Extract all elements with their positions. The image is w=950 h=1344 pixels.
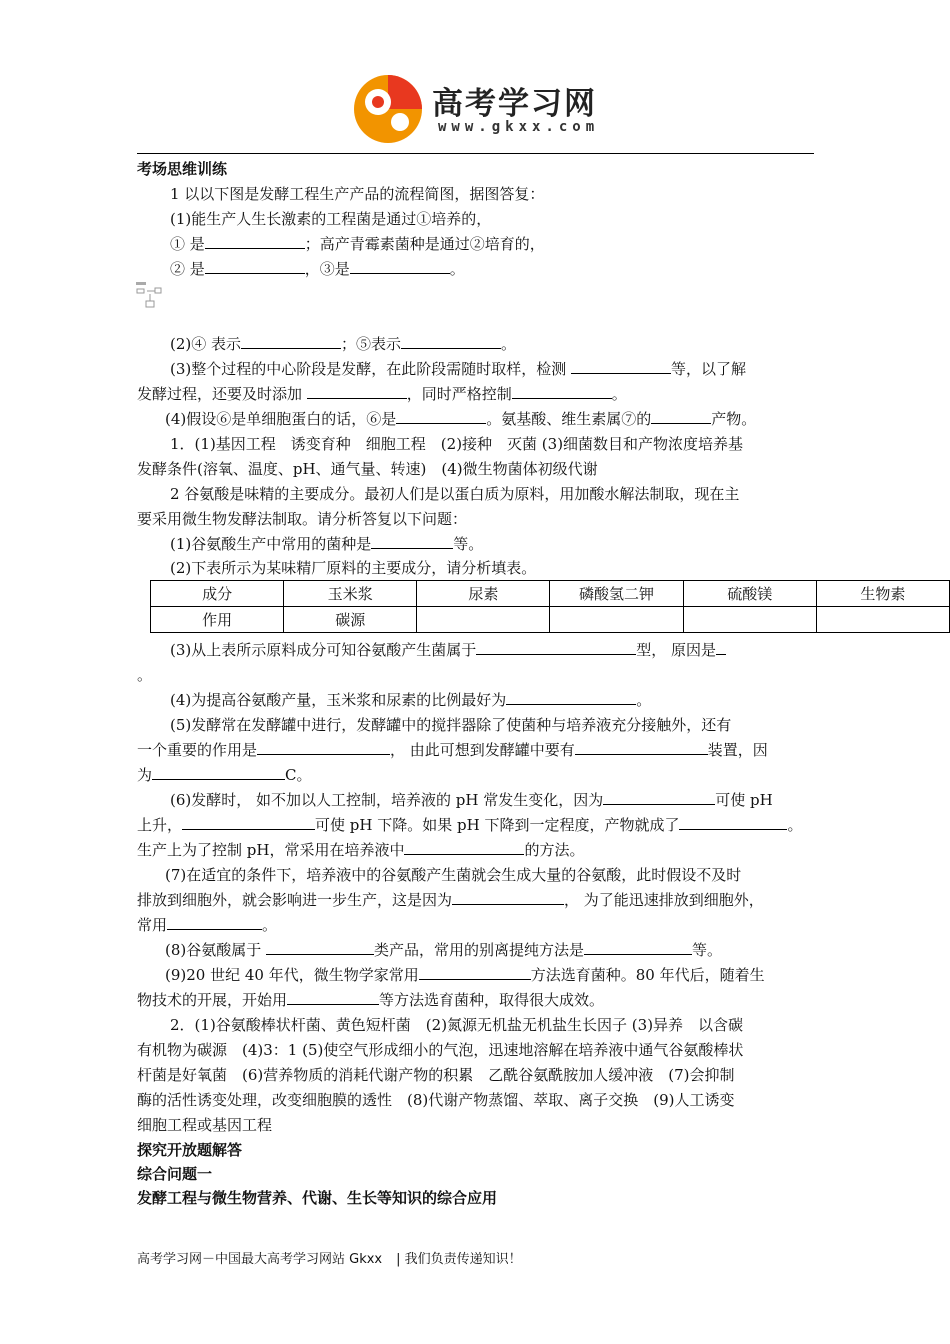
- q2-part6-line2: 上升， 可使 pH 下降。如果 pH 下降到一定程度，产物就成了 。: [137, 816, 803, 834]
- q1-stem: 1 以以下图是发酵工程生产产品的流程简图，据图答复：: [170, 185, 545, 203]
- header-divider: [137, 153, 814, 154]
- blank-field[interactable]: [182, 815, 315, 830]
- blank-field[interactable]: [371, 534, 453, 549]
- table-header-cell: 成分: [151, 581, 284, 607]
- q2-part1: (1)谷氨酸生产中常用的菌种是 等。: [170, 535, 484, 553]
- blank-field[interactable]: [571, 359, 671, 374]
- blank-field[interactable]: [679, 815, 787, 830]
- table-header-row: [151, 581, 950, 607]
- q2-part4: (4)为提高谷氨酸产量，玉米浆和尿素的比例最好为 。: [170, 691, 652, 709]
- q1-part1-line2: ① 是 ；高产青霉素菌种是通过②培育的，: [170, 235, 545, 253]
- blank-field[interactable]: [716, 640, 726, 655]
- flowchart-diagram-icon: [135, 281, 165, 309]
- table-cell-blank[interactable]: [816, 607, 949, 633]
- q2-part7: (7)在适宜的条件下，培养液中的谷氨酸产生菌就会生成大量的谷氨酸，此时假设不及时: [165, 866, 742, 884]
- blank-field[interactable]: [575, 740, 708, 755]
- q2-part8: (8)谷氨酸属于 类产品，常用的别离提纯方法是 等。: [165, 941, 723, 959]
- blank-field[interactable]: [205, 234, 305, 249]
- q2-part5-line3: 为 C。: [137, 766, 312, 784]
- table-header-cell: 尿素: [417, 581, 550, 607]
- q1-part2: (2)④ 表示 ；⑤表示 。: [170, 335, 517, 353]
- q2-answer-line5: 细胞工程或基因工程: [137, 1116, 273, 1134]
- blank-field[interactable]: [603, 790, 715, 805]
- blank-field[interactable]: [584, 940, 692, 955]
- q1-answer-line2: 发酵条件(溶氧、温度、pH、通气量、转速) (4)微生物菌体初级代谢: [137, 460, 598, 478]
- blank-field[interactable]: [404, 840, 524, 855]
- blank-field[interactable]: [205, 259, 305, 274]
- blank-field[interactable]: [350, 259, 450, 274]
- q2-stem-line2: 要采用微生物发酵法制取。请分析答复以下问题：: [137, 510, 468, 528]
- section-heading: 综合问题一: [137, 1165, 213, 1183]
- table-cell-blank[interactable]: [683, 607, 816, 633]
- blank-field[interactable]: [266, 940, 374, 955]
- blank-field[interactable]: [152, 765, 285, 780]
- q2-part6: (6)发酵时， 如不加以人工控制，培养液的 pH 常发生变化，因为 可使 pH: [170, 791, 773, 809]
- footer-site: 高考学习网－中国最大高考学习网站 Gkxx: [137, 1252, 383, 1267]
- blank-field[interactable]: [512, 384, 612, 399]
- q2-part7-line3: 常用 。: [137, 916, 278, 934]
- q1-part1: (1)能生产人生长激素的工程菌是通过①培养的，: [170, 210, 492, 228]
- blank-field[interactable]: [257, 740, 390, 755]
- table-cell-blank[interactable]: [417, 607, 550, 633]
- blank-field[interactable]: [287, 990, 379, 1005]
- section-heading: 探究开放题解答: [137, 1141, 243, 1159]
- q2-part3-end: 。: [137, 666, 153, 684]
- blank-field[interactable]: [396, 409, 486, 424]
- q1-part4: (4)假设⑥是单细胞蛋白的话，⑥是 。氨基酸、维生素属⑦的 产物。: [165, 410, 757, 428]
- blank-field[interactable]: [476, 640, 636, 655]
- table-cell: 碳源: [284, 607, 417, 633]
- blank-field[interactable]: [506, 690, 636, 705]
- q2-part5: (5)发酵常在发酵罐中进行，发酵罐中的搅拌器除了使菌种与培养液充分接触外，还有: [170, 716, 732, 734]
- q2-answer-line4: 酶的活性诱变处理，改变细胞膜的透性 (8)代谢产物蒸馏、萃取、离子交换 (9)人工诱变: [137, 1091, 735, 1109]
- table-header-cell: 磷酸氢二钾: [550, 581, 683, 607]
- blank-field[interactable]: [401, 334, 501, 349]
- page-footer: [137, 1248, 522, 1267]
- brand-url: www.gkxx.com: [438, 119, 600, 135]
- footer-slogan: | 我们负责传递知识！: [396, 1252, 522, 1267]
- table-header-cell: 硫酸镁: [683, 581, 816, 607]
- table-cell-blank[interactable]: [550, 607, 683, 633]
- q2-answer-line3: 杆菌是好氧菌 (6)营养物质的消耗代谢产物的积累 乙酰谷氨酰胺加人缓冲液 (7)会抑制: [137, 1066, 735, 1084]
- q2-part9: (9)20 世纪 40 年代，微生物学家常用 方法选育菌种。80 年代后，随着生: [165, 966, 765, 984]
- blank-field[interactable]: [419, 965, 531, 980]
- q1-answer-line1: 1．(1)基因工程 诱变育种 细胞工程 (2)接种 灭菌 (3)细菌数目和产物浓度培养基: [170, 435, 744, 453]
- q2-part5-line2: 一个重要的作用是 ， 由此可想到发酵罐中要有 装置，因: [137, 741, 768, 759]
- ingredient-table: [150, 580, 950, 633]
- table-row-label: 作用: [151, 607, 284, 633]
- q2-part7-line2: 排放到细胞外，就会影响进一步生产，这是因为 ， 为了能迅速排放到细胞外，: [137, 891, 764, 909]
- q2-part2: (2)下表所示为某味精厂原料的主要成分，请分析填表。: [170, 559, 537, 577]
- blank-field[interactable]: [651, 409, 711, 424]
- blank-field[interactable]: [167, 915, 262, 930]
- q2-part9-line2: 物技术的开展，开始用 等方法选育菌种，取得很大成效。: [137, 991, 605, 1009]
- blank-field[interactable]: [241, 334, 341, 349]
- table-header-cell: 玉米浆: [284, 581, 417, 607]
- q1-part1-line3: ② 是 ，③是 。: [170, 260, 465, 278]
- table-row: [151, 607, 950, 633]
- q2-answer-line2: 有机物为碳源 (4)3：1 (5)使空气形成细小的气泡，迅速地溶解在培养液中通气谷氨酸棒状: [137, 1041, 744, 1059]
- q2-part6-line3: 生产上为了控制 pH，常采用在培养液中 的方法。: [137, 841, 585, 859]
- blank-field[interactable]: [452, 890, 564, 905]
- table-header-cell: 生物素: [816, 581, 949, 607]
- q2-answer-line1: 2．(1)谷氨酸棒状杆菌、黄色短杆菌 (2)氮源无机盐无机盐生长因子 (3)异养 以含碳: [170, 1016, 744, 1034]
- brand-name: 高考学习网: [432, 86, 597, 122]
- q1-part3: (3)整个过程的中心阶段是发酵，在此阶段需随时取样，检测 等，以了解: [170, 360, 747, 378]
- q2-stem-line1: 2 谷氨酸是味精的主要成分。最初人们是以蛋白质为原料，用加酸水解法制取，现在主: [170, 485, 740, 503]
- section-heading: 考场思维训练: [137, 160, 228, 178]
- blank-field[interactable]: [307, 384, 407, 399]
- q1-part3-line2: 发酵过程，还要及时添加 ，同时严格控制 。: [137, 385, 627, 403]
- section-heading: 发酵工程与微生物营养、代谢、生长等知识的综合应用: [137, 1189, 498, 1207]
- q2-part3: (3)从上表所示原料成分可知谷氨酸产生菌属于 型， 原因是: [170, 640, 726, 660]
